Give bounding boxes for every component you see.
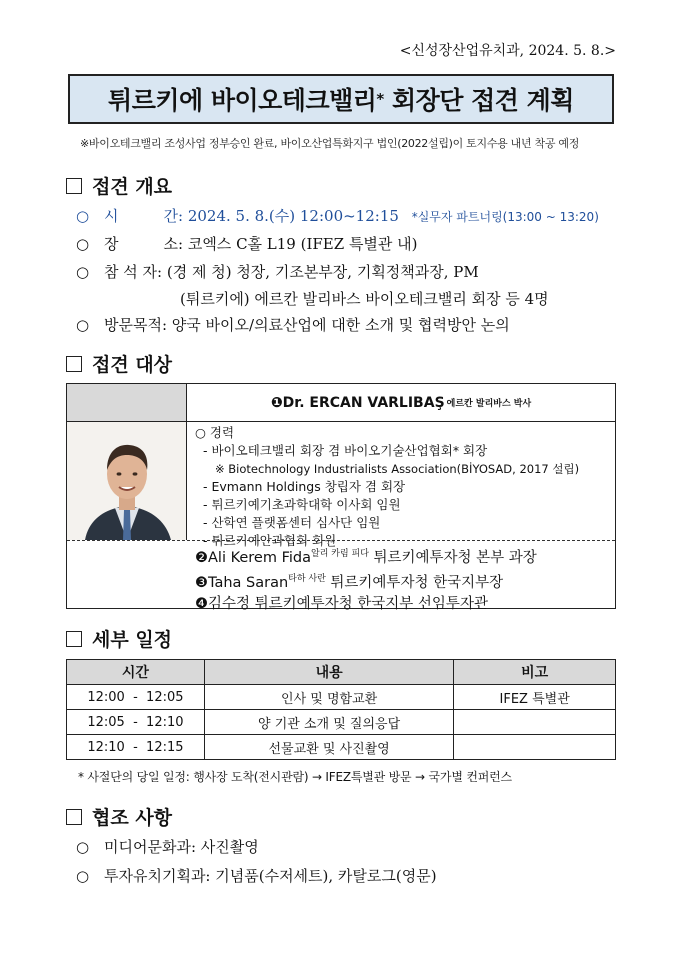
guest-item: ❹김수정 튀르키예투자청 한국지부 선임투자관: [195, 595, 488, 612]
cooperation-item: ○ 미디어문화과: 사진촬영: [76, 838, 259, 856]
title-main: 튀르키에 바이오테크밸리: [108, 86, 377, 115]
checkbox-square-icon: [66, 178, 82, 194]
table-row: [67, 685, 616, 710]
title-mark: *: [376, 90, 384, 108]
overview-attendees-row: ○ 참 석 자: (경 제 청) 청장, 기조본부장, 기획정책과장, PM: [76, 263, 479, 281]
career-item: - 튀르키예기초과학대학 이사회 임원: [203, 497, 401, 512]
section-targets-heading: 접견 대상: [66, 350, 172, 377]
target-table: [66, 383, 616, 612]
schedule-header-time: 시간: [67, 660, 205, 685]
page-title: [68, 74, 614, 124]
schedule-time: 12:00 - 12:05: [67, 685, 205, 710]
section-schedule-heading: 세부 일정: [66, 625, 172, 652]
section-overview-heading: 접견 개요: [66, 172, 172, 199]
overview-place-row: ○ 장 소: 코엑스 C홀 L19 (IFEZ 특별관 내): [76, 235, 418, 253]
target-table-header-blank: [67, 384, 187, 422]
section-cooperation-heading: 협조 사항: [66, 803, 172, 830]
cooperation-item: ○ 투자유치기획과: 기념품(수저세트), 카탈로그(영문): [76, 867, 437, 885]
overview-attendees-row-2: [180, 288, 549, 309]
portrait-image: [67, 422, 187, 540]
purpose-value: 양국 바이오/의료산업에 대한 소개 및 협력방안 논의: [171, 316, 510, 334]
career-item: - Evmann Holdings 창립자 겸 회장: [203, 479, 406, 494]
time-note: *실무자 파트너링(13:00 ~ 13:20): [411, 210, 599, 224]
guest-photo: [67, 422, 187, 540]
schedule-content: 인사 및 명함교환: [204, 685, 453, 710]
place-value: 코엑스 C홀 L19 (IFEZ 특별관 내): [187, 235, 418, 253]
title-footnote: ※바이오테크밸리 조성사업 정부승인 완료, 바이오산업특화지구 법인(2022설립)이 토지수용 내년 착공 예정: [80, 137, 580, 150]
career-list: [195, 424, 579, 550]
dashed-divider: [67, 540, 615, 541]
checkbox-square-icon: [66, 631, 82, 647]
schedule-remark: [454, 710, 616, 735]
overview-time-row: ○ 시 간: 2024. 5. 8.(수) 12:00~12:15 *실무자 파트너링(13:00 ~ 13:20): [76, 207, 599, 225]
schedule-table: [66, 659, 616, 760]
purpose-label: 방문목적:: [104, 316, 168, 334]
overview-purpose-row: ○ 방문목적: 양국 바이오/의료산업에 대한 소개 및 협력방안 논의: [76, 316, 510, 334]
schedule-remark: IFEZ 특별관: [454, 685, 616, 710]
time-value: 2024. 5. 8.(수) 12:00~12:15: [187, 207, 399, 225]
guest-item: ❸Taha Saran$^{타하 사란}$ 튀르키예투자청 한국지부장: [195, 573, 504, 591]
guest-item: ❷Ali Kerem Fida$^{알리 카림 피다}$ 튀르키예투자청 본부 과장: [195, 549, 537, 566]
career-item: - 바이오테크밸리 회장 겸 바이오기술산업협회* 회장: [203, 443, 488, 458]
attendees-value-2: (튀르키에) 에르칸 발리바스 바이오테크밸리 회장 등 4명: [180, 290, 549, 308]
schedule-header-remark: 비고: [454, 660, 616, 685]
schedule-time: 12:05 - 12:10: [67, 710, 205, 735]
attendees-label: 참 석 자:: [104, 263, 163, 281]
table-row: [67, 710, 616, 735]
schedule-remark: [454, 735, 616, 760]
schedule-header-content: 내용: [204, 660, 453, 685]
place-label: 장 소:: [104, 235, 184, 253]
main-guest-name: ❶Dr. ERCAN VARLIBAŞ: [270, 394, 445, 411]
time-label: 시 간:: [104, 207, 184, 225]
career-heading: ○ 경력: [195, 425, 235, 440]
title-rest: 회장단 접견 계획: [383, 86, 574, 115]
document-date-header: <신성장산업유치과, 2024. 5. 8.>: [399, 43, 616, 59]
career-item: ※ Biotechnology Industrialists Association(BİYOSAD, 2017 설립): [215, 462, 580, 476]
table-row: [67, 735, 616, 760]
main-guest-name-kr: 에르칸 발리바스 박사: [446, 399, 532, 409]
schedule-time: 12:10 - 12:15: [67, 735, 205, 760]
checkbox-square-icon: [66, 356, 82, 372]
schedule-note: * 사절단의 당일 일정: 행사장 도착(전시관람) → IFEZ특별관 방문 → 국가별 컨퍼런스: [78, 770, 512, 784]
career-item: - 산학연 플랫폼센터 심사단 임원: [203, 515, 381, 530]
attendees-value-1: (경 제 청) 청장, 기조본부장, 기획정책과장, PM: [166, 263, 479, 281]
schedule-content: 양 기관 소개 및 질의응답: [204, 710, 453, 735]
career-item: - 튀르키예안과협회 회원: [203, 533, 337, 548]
main-guest-header: [187, 384, 615, 422]
schedule-content: 선물교환 및 사진촬영: [204, 735, 453, 760]
checkbox-square-icon: [66, 809, 82, 825]
other-guests-list: [195, 544, 537, 615]
schedule-header-row: [67, 660, 616, 685]
